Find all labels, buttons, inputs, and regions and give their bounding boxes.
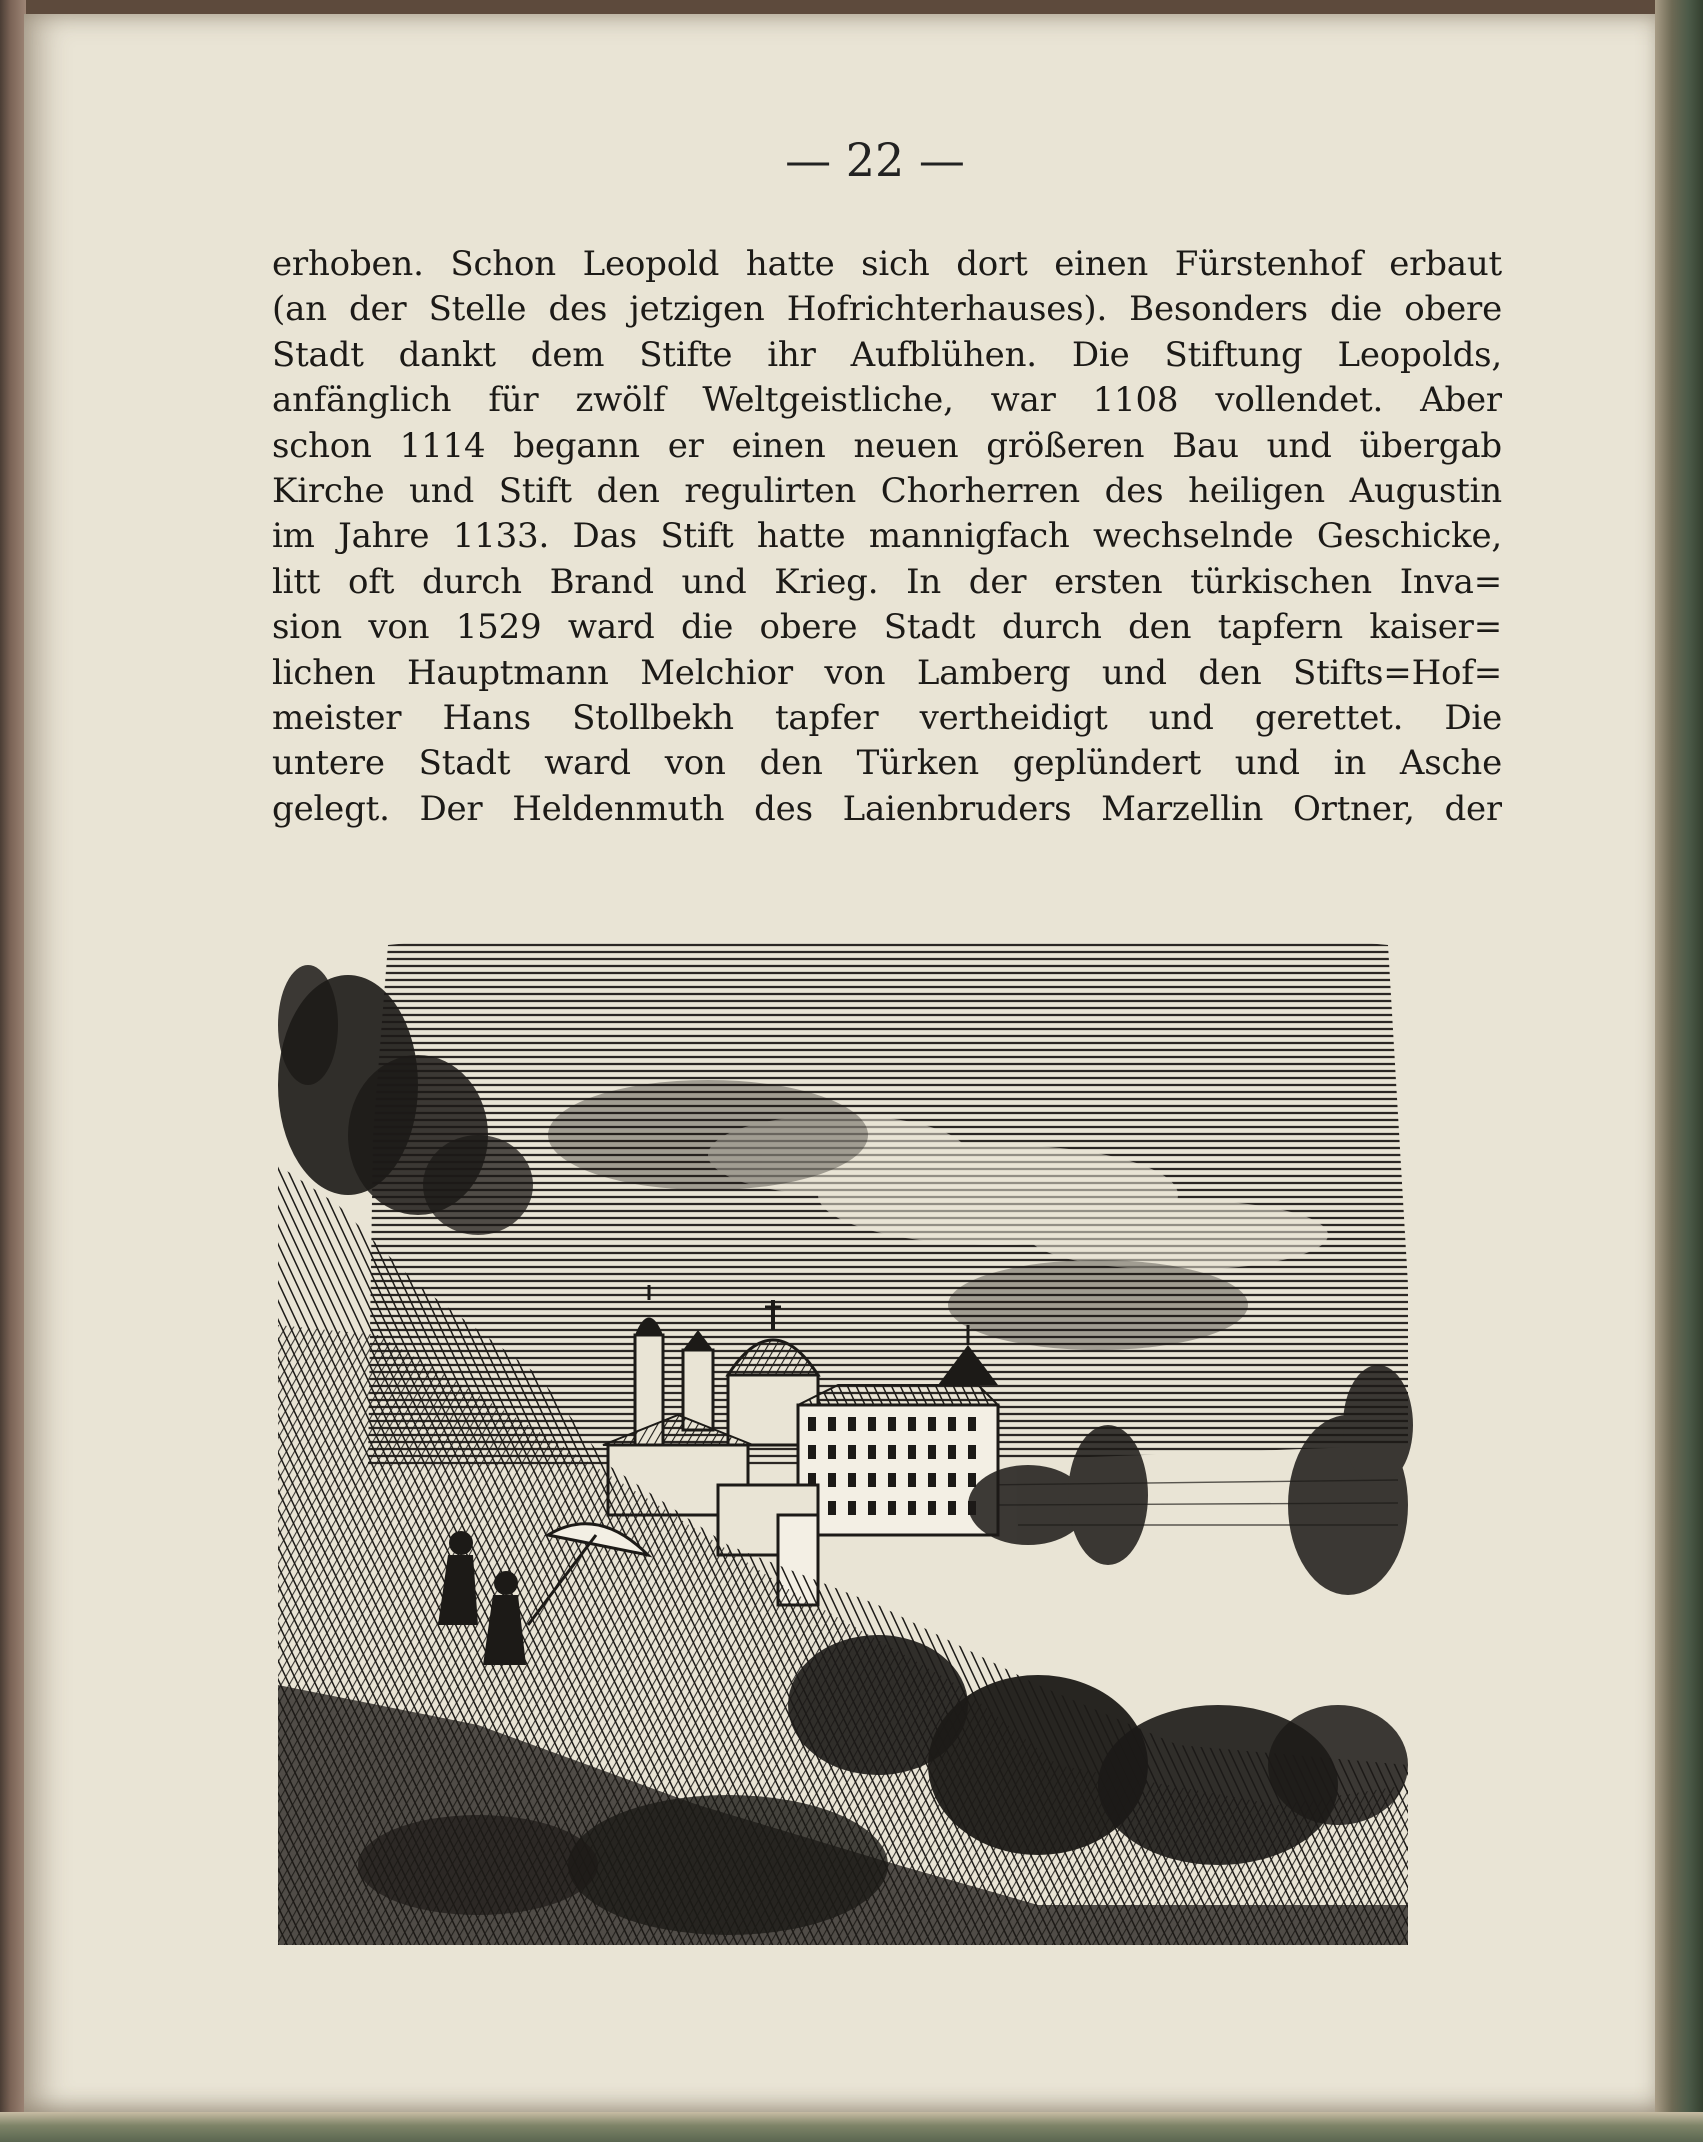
text-line: anfänglich für zwölf Weltgeistliche, war 1108 vollendet. Aber: [272, 380, 1502, 421]
text-line: schon 1114 begann er einen neuen größeren Bau und übergab: [272, 425, 1502, 466]
body-text: [272, 242, 1502, 832]
abbey-engraving-illustration: [278, 905, 1496, 1945]
text-line: untere Stadt ward von den Türken geplündert und in Asche: [272, 743, 1502, 784]
text-line: sion von 1529 ward die obere Stadt durch den tapfern kaiser=: [272, 607, 1502, 648]
text-line: Kirche und Stift den regulirten Chorherren des heiligen Augustin: [272, 470, 1502, 511]
page-number: — 22 —: [785, 133, 965, 187]
book-bottom-edge: [0, 2112, 1703, 2142]
text-line: (an der Stelle des jetzigen Hofrichterhauses). Besonders die obere: [272, 289, 1502, 330]
book-cover-edge: [1655, 0, 1703, 2142]
text-line: erhoben. Schon Leopold hatte sich dort einen Fürstenhof erbaut: [272, 244, 1502, 284]
text-line: Stadt dankt dem Stifte ihr Aufblühen. Die Stiftung Leopolds,: [272, 334, 1502, 375]
text-line: im Jahre 1133. Das Stift hatte mannigfach wechselnde Geschicke,: [272, 516, 1502, 557]
text-line: meister Hans Stollbekh tapfer vertheidigt und gerettet. Die: [272, 697, 1502, 738]
book-spine-shadow: [0, 0, 26, 2142]
text-line: gelegt. Der Heldenmuth des Laienbruders Marzellin Ortner, der: [272, 788, 1502, 829]
text-line: litt oft durch Brand und Krieg. In der ersten türkischen Inva=: [272, 561, 1502, 602]
text-line: lichen Hauptmann Melchior von Lamberg und den Stifts=Hof=: [272, 652, 1502, 693]
